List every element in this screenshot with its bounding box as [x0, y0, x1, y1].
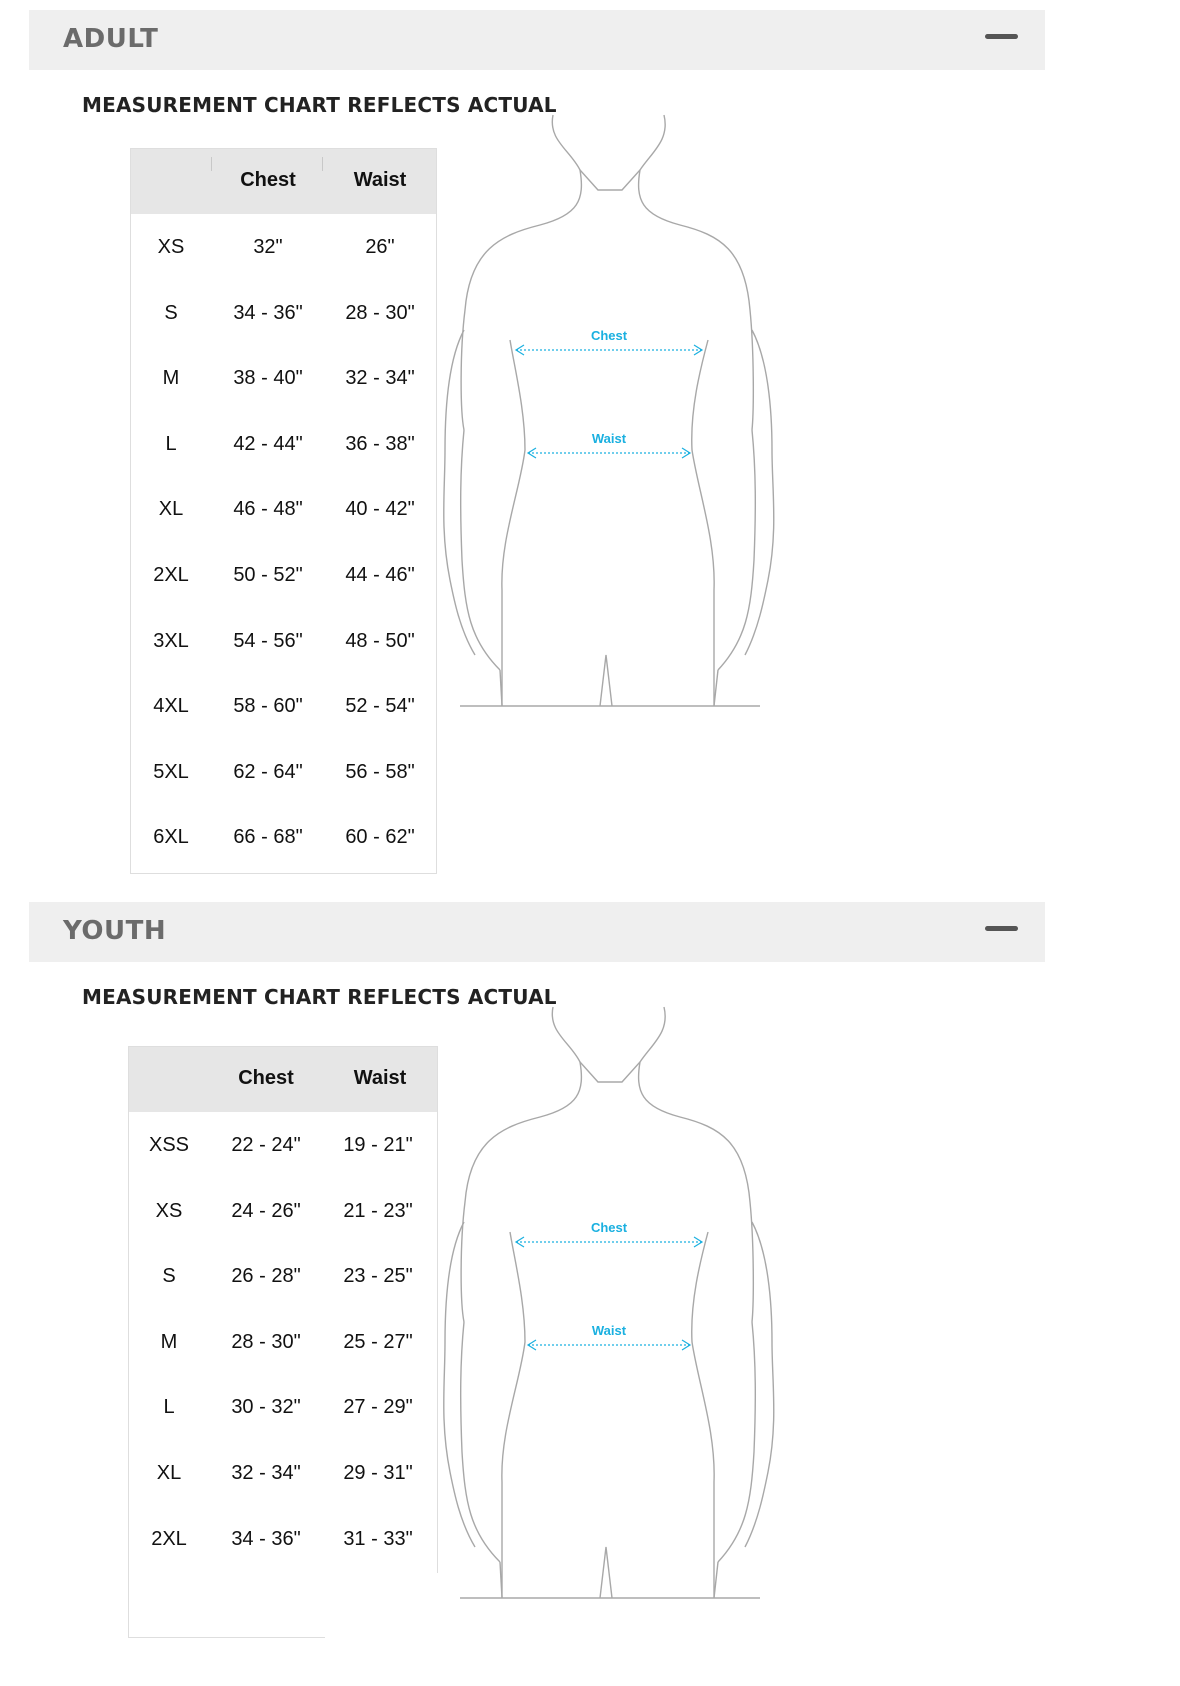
- waist-label: Waist: [591, 1323, 627, 1338]
- chest-cell: 32 - 34": [231, 1462, 301, 1484]
- waist-cell: 26": [365, 236, 395, 258]
- adult-size-table: [130, 148, 437, 874]
- chest-cell: 30 - 32": [231, 1396, 301, 1419]
- waist-cell: 32 - 34": [345, 367, 415, 390]
- waist-label: Waist: [591, 431, 627, 446]
- size-cell: M: [162, 367, 180, 390]
- size-cell: XL: [158, 498, 184, 521]
- adult-body-figure: [440, 110, 780, 715]
- chest-cell: 50 - 52": [233, 564, 303, 586]
- adult-section-title: ADULT: [63, 24, 159, 54]
- size-cell: S: [164, 301, 178, 324]
- size-cell: M: [160, 1330, 178, 1353]
- header-chest: Chest: [238, 1067, 294, 1089]
- size-cell: 2XL: [151, 1527, 187, 1550]
- header-waist: Waist: [353, 1067, 407, 1089]
- body-outline: [444, 1007, 774, 1598]
- waist-cell: 40 - 42": [345, 498, 415, 521]
- size-cell: XSS: [148, 1134, 190, 1156]
- chest-cell: 62 - 64": [233, 760, 303, 783]
- waist-cell: 19 - 21": [343, 1134, 413, 1156]
- youth-collapse-button[interactable]: [982, 920, 1022, 940]
- waist-cell: 31 - 33": [343, 1527, 413, 1550]
- chest-cell: 38 - 40": [233, 367, 303, 390]
- size-cell: L: [163, 1396, 175, 1419]
- size-cell: L: [165, 432, 177, 455]
- size-cell: 4XL: [153, 695, 189, 718]
- youth-section-header[interactable]: [29, 902, 1045, 962]
- adult-chart-subtitle: MEASUREMENT CHART REFLECTS ACTUAL: [82, 93, 557, 117]
- waist-measure-line: [528, 448, 690, 458]
- size-cell: 2XL: [153, 564, 189, 586]
- chest-cell: 24 - 26": [231, 1199, 301, 1222]
- size-cell: S: [162, 1265, 176, 1288]
- size-cell: XS: [155, 1199, 183, 1222]
- waist-cell: 27 - 29": [343, 1396, 413, 1419]
- waist-cell: 21 - 23": [343, 1199, 413, 1222]
- size-cell: 5XL: [153, 760, 189, 783]
- chest-cell: 34 - 36": [231, 1527, 301, 1550]
- chest-cell: 28 - 30": [231, 1330, 301, 1353]
- youth-chart-subtitle: MEASUREMENT CHART REFLECTS ACTUAL: [82, 985, 557, 1009]
- column-divider: [211, 157, 212, 171]
- chest-cell: 32": [253, 236, 283, 258]
- minus-icon: [985, 34, 1018, 39]
- youth-size-table: [128, 1046, 438, 1638]
- size-cell: XL: [156, 1462, 182, 1484]
- adult-section-header[interactable]: [29, 10, 1045, 70]
- waist-cell: 23 - 25": [343, 1265, 413, 1288]
- chest-measure-line: [516, 1237, 702, 1247]
- chest-cell: 66 - 68": [233, 826, 303, 849]
- size-cell: 3XL: [153, 629, 189, 652]
- chest-cell: 26 - 28": [231, 1265, 301, 1288]
- waist-cell: 25 - 27": [343, 1330, 413, 1353]
- waist-cell: 44 - 46": [345, 564, 415, 586]
- table-border: [128, 1637, 325, 1638]
- chest-label: Chest: [590, 1220, 628, 1235]
- chest-measure-line: [516, 345, 702, 355]
- chest-cell: 34 - 36": [233, 301, 303, 324]
- chest-cell: 46 - 48": [233, 498, 303, 521]
- size-cell: XS: [157, 236, 185, 258]
- header-waist: Waist: [353, 169, 407, 191]
- size-cell: 6XL: [153, 826, 189, 849]
- chest-cell: 42 - 44": [233, 432, 303, 455]
- waist-cell: 28 - 30": [345, 301, 415, 324]
- chest-cell: 58 - 60": [233, 695, 303, 718]
- youth-body-figure: [440, 1002, 780, 1607]
- body-outline: [444, 115, 774, 706]
- adult-collapse-button[interactable]: [982, 28, 1022, 48]
- minus-icon: [985, 926, 1018, 931]
- waist-cell: 56 - 58": [345, 760, 415, 783]
- chest-cell: 54 - 56": [233, 629, 303, 652]
- chest-label: Chest: [590, 328, 628, 343]
- waist-cell: 52 - 54": [345, 695, 415, 718]
- youth-section-title: YOUTH: [63, 916, 167, 946]
- chest-cell: 22 - 24": [231, 1134, 301, 1156]
- waist-cell: 48 - 50": [345, 629, 415, 652]
- waist-cell: 36 - 38": [345, 432, 415, 455]
- waist-measure-line: [528, 1340, 690, 1350]
- table-border: [437, 1046, 438, 1573]
- waist-cell: 29 - 31": [343, 1462, 413, 1484]
- waist-cell: 60 - 62": [345, 826, 415, 849]
- header-chest: Chest: [240, 169, 296, 191]
